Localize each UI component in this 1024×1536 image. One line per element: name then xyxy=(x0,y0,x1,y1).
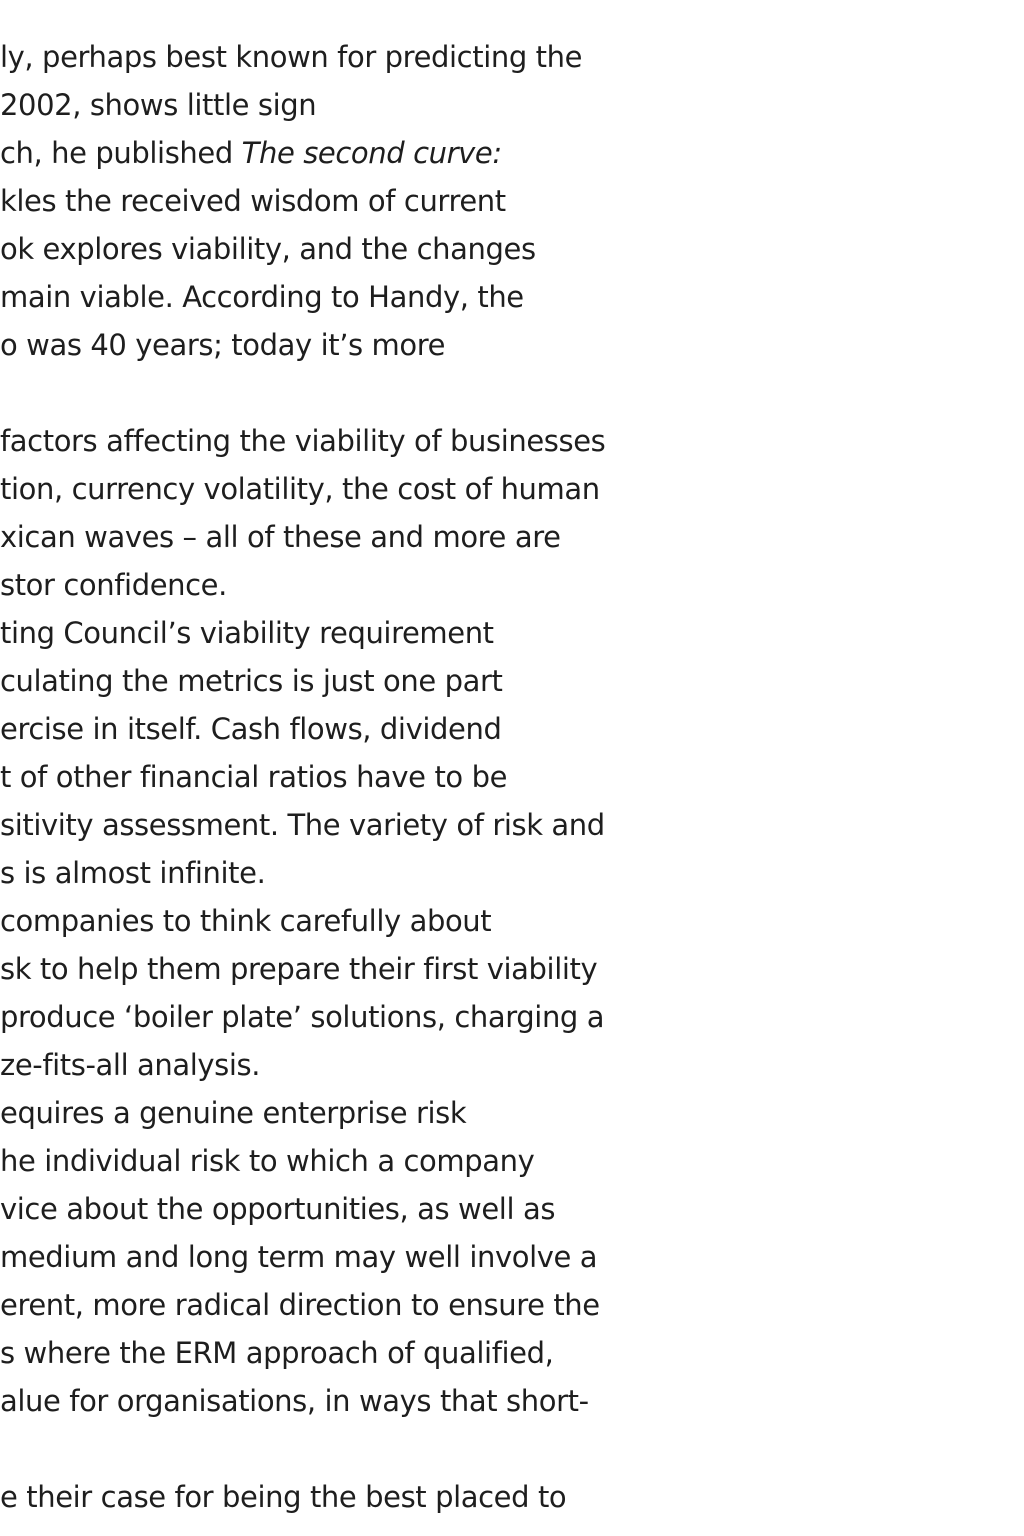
text-line-21: produce ‘boiler plate’ solutions, charging a xyxy=(0,1000,605,1034)
text-line-9: factors affecting the viability of businesses xyxy=(0,424,606,458)
text-line-11: xican waves – all of these and more are xyxy=(0,520,561,554)
text-line-28: s where the ERM approach of qualified, xyxy=(0,1336,554,1370)
text-line-25: vice about the opportunities, as well as xyxy=(0,1192,556,1226)
text-line-29: alue for organisations, in ways that short- xyxy=(0,1384,589,1418)
text-line-5: ok explores viability, and the changes xyxy=(0,232,536,266)
text-line-26: medium and long term may well involve a xyxy=(0,1240,598,1274)
text-line-10: tion, currency volatility, the cost of human xyxy=(0,472,600,506)
text-line-14: culating the metrics is just one part xyxy=(0,664,503,698)
text-line-20: sk to help them prepare their first viability xyxy=(0,952,598,986)
text-line-27: erent, more radical direction to ensure the xyxy=(0,1288,600,1322)
text-line-24: he individual risk to which a company xyxy=(0,1144,535,1178)
text-line-6: main viable. According to Handy, the xyxy=(0,280,524,314)
text-line-18: s is almost infinite. xyxy=(0,856,266,890)
text-line-16: t of other financial ratios have to be xyxy=(0,760,508,794)
text-line-7: o was 40 years; today it’s more xyxy=(0,328,446,362)
text-line-17: sitivity assessment. The variety of risk and xyxy=(0,808,605,842)
text-line-3 xyxy=(0,136,502,170)
book-title: The second curve: xyxy=(241,136,502,170)
text-line-4: kles the received wisdom of current xyxy=(0,184,506,218)
text-line-1: ly, perhaps best known for predicting the xyxy=(0,40,583,74)
text-line-3-roman: ch, he published xyxy=(0,136,242,170)
text-line-23: equires a genuine enterprise risk xyxy=(0,1096,467,1130)
text-line-13: ting Council’s viability requirement xyxy=(0,616,494,650)
text-line-2: 2002, shows little sign xyxy=(0,88,317,122)
text-line-15: ercise in itself. Cash flows, dividend xyxy=(0,712,502,746)
text-line-31: e their case for being the best placed to xyxy=(0,1480,567,1514)
text-line-22: ze-fits-all analysis. xyxy=(0,1048,261,1082)
text-line-19: companies to think carefully about xyxy=(0,904,492,938)
text-line-12: stor confidence. xyxy=(0,568,227,602)
